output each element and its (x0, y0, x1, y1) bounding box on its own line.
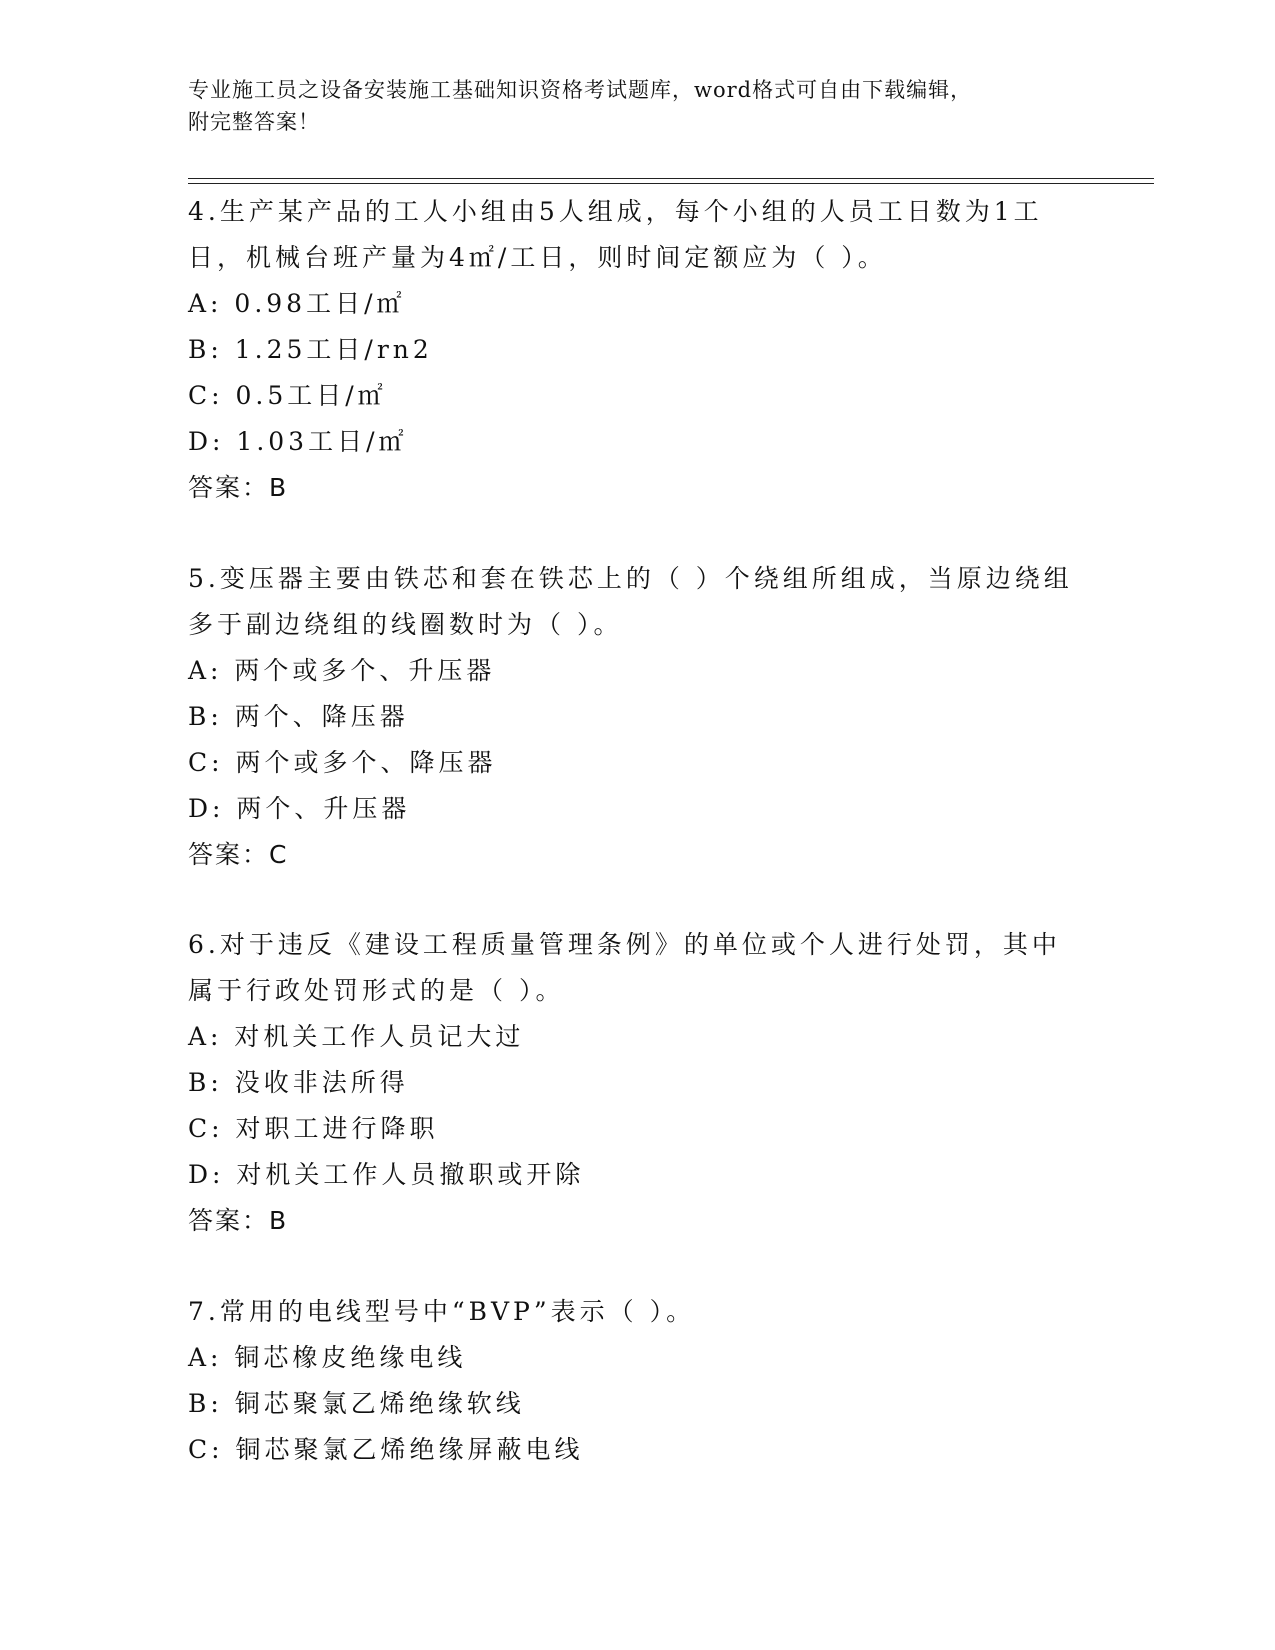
option-c: C: 铜芯聚氯乙烯绝缘屏蔽电线 (188, 1435, 584, 1464)
answer: 答案：B (188, 473, 289, 502)
header-divider-bottom (188, 183, 1154, 184)
option-a: A: 两个或多个、升压器 (188, 656, 496, 685)
header-divider-top (188, 178, 1154, 179)
question-stem-continued: 多于副边绕组的线圈数时为（ ）。 (188, 610, 623, 639)
question-stem-continued: 属于行政处罚形式的是（ ）。 (188, 976, 565, 1005)
option-b: B: 1.25工日/rn2 (188, 335, 433, 364)
option-c: C: 两个或多个、降压器 (188, 748, 497, 777)
document-header (188, 74, 1068, 138)
option-d: D: 两个、升压器 (188, 794, 411, 823)
header-line-2: 附完整答案！ (188, 110, 320, 134)
option-b: B: 铜芯聚氯乙烯绝缘软线 (188, 1389, 525, 1418)
option-a: A: 对机关工作人员记大过 (188, 1022, 525, 1051)
option-b: B: 两个、降压器 (188, 702, 409, 731)
option-a: A: 0.98工日/㎡ (188, 289, 406, 318)
question-5 (188, 556, 1088, 878)
question-stem: 4.生产某产品的工人小组由5人组成，每个小组的人员工日数为1工 (188, 197, 1043, 226)
answer: 答案：C (188, 840, 289, 869)
question-6 (188, 922, 1088, 1244)
option-b: B: 没收非法所得 (188, 1068, 409, 1097)
option-c: C: 对职工进行降职 (188, 1114, 439, 1143)
question-4 (188, 189, 1088, 511)
option-d: D: 对机关工作人员撤职或开除 (188, 1160, 585, 1189)
question-stem-continued: 日，机械台班产量为4㎡/工日，则时间定额应为（ ）。 (188, 243, 887, 272)
option-d: D: 1.03工日/㎡ (188, 427, 408, 456)
option-c: C: 0.5工日/㎡ (188, 381, 387, 410)
question-stem: 7.常用的电线型号中“BVP”表示（ ）。 (188, 1297, 696, 1326)
option-a: A: 铜芯橡皮绝缘电线 (188, 1343, 467, 1372)
question-stem: 5.变压器主要由铁芯和套在铁芯上的（ ）个绕组所组成，当原边绕组 (188, 564, 1073, 593)
question-stem: 6.对于违反《建设工程质量管理条例》的单位或个人进行处罚，其中 (188, 930, 1061, 959)
question-7 (188, 1289, 1088, 1473)
header-line-1: 专业施工员之设备安装施工基础知识资格考试题库，word格式可自由下载编辑， (188, 78, 973, 102)
answer: 答案：B (188, 1206, 289, 1235)
